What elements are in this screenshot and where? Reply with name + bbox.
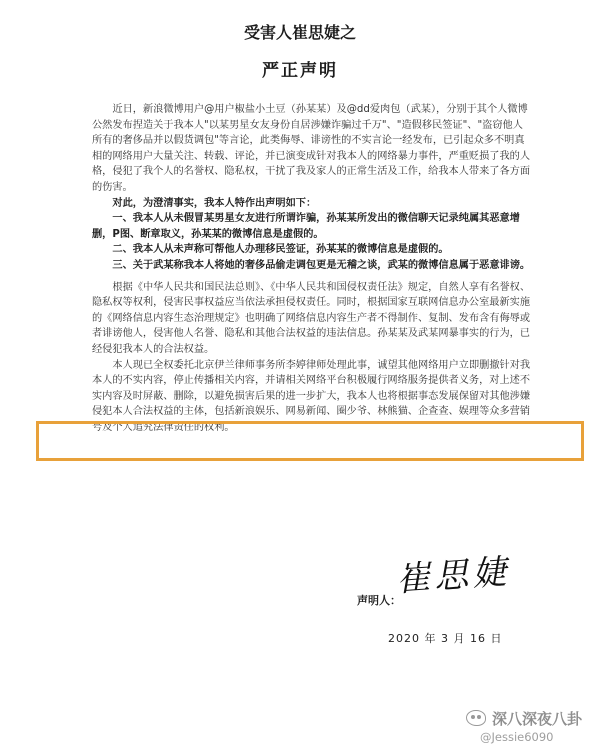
watermark-brand: 深八深夜八卦 <box>492 710 583 728</box>
paragraph-intro: 近日，新浪微博用户@用户椒盐小土豆（孙某某）及@dd爱肉包（武某），分别于其个人微博公然发布捏造关于我本人"以某男星女友身份自居涉嫌诈骗过千万"、"造假移民签证"、"盗窃他人所有的奢侈品并以假货调包"等言论，此类侮辱、诽谤性的不实言论一经发布，已引起众多不明真相的网络用户大量关注、转载、评论，并已演变成针对我本人的网络暴力事件，严重贬损了我的人格，侵犯了我个人的名誉权、隐私权，干扰了我及家人的正常生活及工作，给我本人带来了各方面的伤害。 <box>92 104 531 193</box>
wechat-icon <box>466 710 486 726</box>
highlight-box <box>36 421 584 461</box>
handwritten-signature: 崔思婕 <box>394 552 512 600</box>
paragraph-declaration: 对此，为澄清事实，我本人特作出声明如下： <box>112 197 317 209</box>
paragraph-point-2: 二、我本人从未声称可帮他人办理移民签证，孙某某的微博信息是虚假的。 <box>112 244 449 256</box>
paragraph-point-1: 一、我本人从未假冒某男星女友进行所谓诈骗，孙某某所发出的微信聊天记录纯属其恶意增删，P图、断章取义，孙某某的微博信息是虚假的。 <box>92 213 520 240</box>
statement-date: 2020 年 3 月 16 日 <box>388 632 503 645</box>
paragraph-point-3: 三、关于武某称我本人将她的奢侈品偷走调包更是无稽之谈，武某的微博信息属于恶意诽谤。 <box>112 259 531 271</box>
signature-label: 声明人： <box>357 594 401 607</box>
statement-body <box>92 102 532 435</box>
document-title-line2: 严正声明 <box>262 61 338 81</box>
paragraph-legal-basis: 根据《中华人民共和国民法总则》、《中华人民共和国侵权责任法》规定，自然人享有名誉权、隐私权等权利，侵害民事权益应当依法承担侵权责任。同时，根据国家互联网信息办公室最新实施的《网络信息内容生态治理规定》也明确了网络信息内容生产者不得制作、复制、发布含有侮辱或者诽谤他人，侵害他人名誉、隐私和其他合法权益的违法信息。孙某某及武某网暴事实的行为，已经侵犯我本人的合法权益。 <box>92 281 531 355</box>
paragraph-lawyer: 本人现已全权委托北京伊兰律师事务所李婷律师处理此事，诚望其他网络用户立即删撤针对我本人的不实内容，停止传播相关内容，并请相关网络平台积极履行网络服务提供者义务，对上述不实内容及时屏蔽、删除，以避免损害后果的进一步扩大，我本人也将根据事态发展保留对其他涉嫌侵犯本人合法权益的主体，包括新浪娱乐、网易新闻、圈少爷、林熊猫、企查查、娱理等众多营销号及个人追究法律责任的权利。 <box>92 359 531 433</box>
watermark-handle: @Jessie6090 <box>480 730 554 744</box>
document-title-line1: 受害人崔思婕之 <box>243 23 356 42</box>
